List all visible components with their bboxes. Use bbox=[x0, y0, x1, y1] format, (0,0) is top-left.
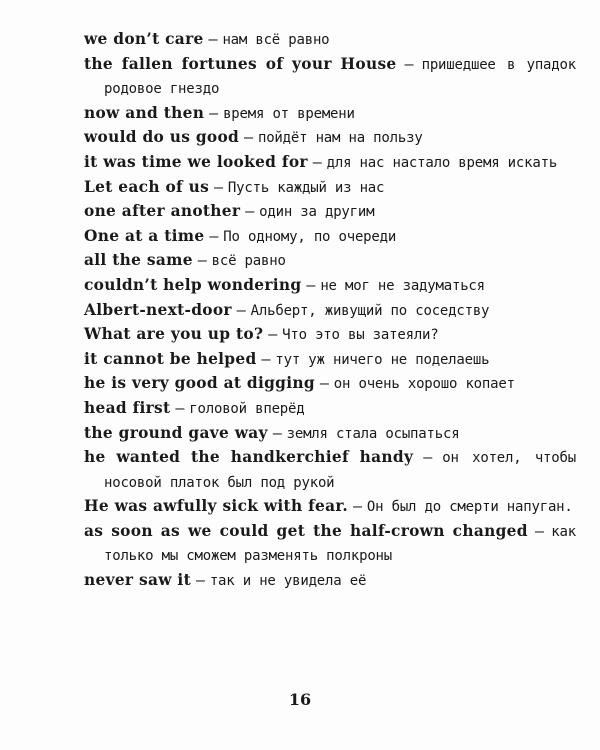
entry-term: all the same bbox=[84, 251, 193, 270]
entry-dash: — bbox=[423, 448, 433, 467]
entry-translation: всё равно bbox=[211, 253, 286, 270]
entry-dash: — bbox=[236, 300, 246, 319]
entry-term: it was time we looked for bbox=[84, 152, 308, 171]
entry-dash: — bbox=[268, 325, 278, 344]
glossary-entry bbox=[84, 200, 576, 225]
entry-term: never saw it bbox=[84, 571, 191, 590]
glossary-entry bbox=[84, 151, 576, 176]
entry-dash: — bbox=[195, 571, 205, 590]
glossary-entry bbox=[84, 397, 576, 422]
entry-translation: Что это вы затеяли? bbox=[282, 327, 439, 344]
glossary-entry bbox=[84, 299, 576, 324]
entry-dash: — bbox=[352, 497, 362, 516]
entry-translation: он очень хорошо копает bbox=[333, 376, 515, 393]
glossary-list bbox=[84, 28, 576, 594]
glossary-entry bbox=[84, 225, 576, 250]
entry-dash: — bbox=[306, 275, 316, 294]
entry-dash: — bbox=[244, 128, 254, 147]
glossary-entry bbox=[84, 520, 576, 569]
entry-translation: пойдёт нам на пользу bbox=[257, 130, 423, 147]
entry-translation: так и не увидела её bbox=[209, 573, 367, 590]
entry-term: one after another bbox=[84, 202, 241, 221]
glossary-entry bbox=[84, 126, 576, 151]
entry-dash: — bbox=[319, 374, 329, 393]
entry-dash: — bbox=[535, 521, 545, 540]
entry-term: the ground gave way bbox=[84, 423, 268, 442]
entry-term: now and then bbox=[84, 103, 205, 122]
entry-dash: — bbox=[209, 226, 219, 245]
entry-term: it cannot be helped bbox=[84, 349, 257, 368]
entry-translation: как только мы сможем разменять полкроны bbox=[104, 523, 576, 565]
entry-term: head first bbox=[84, 398, 171, 417]
entry-translation: Альберт, живущий по соседству bbox=[250, 302, 490, 319]
entry-term: One at a time bbox=[84, 226, 205, 245]
entry-dash: — bbox=[245, 202, 255, 221]
glossary-entry bbox=[84, 422, 576, 447]
entry-translation: он хотел, чтобы носовой платок был под рукой bbox=[104, 450, 576, 491]
entry-term: we don’t care bbox=[84, 30, 204, 48]
entry-dash: — bbox=[261, 349, 271, 368]
entry-translation: пришедшее в упадок родовое гнездо bbox=[104, 56, 576, 98]
entry-translation: нам всё равно bbox=[222, 32, 330, 48]
entry-translation: Пусть каждый из нас bbox=[227, 179, 385, 196]
entry-dash: — bbox=[208, 30, 218, 48]
glossary-entry bbox=[84, 495, 576, 520]
entry-dash: — bbox=[312, 152, 322, 171]
entry-term: Let each of us bbox=[84, 177, 210, 196]
entry-translation: для нас настало время искать bbox=[326, 154, 558, 171]
entry-translation: не мог не задуматься bbox=[320, 277, 485, 294]
glossary-entry bbox=[84, 372, 576, 397]
entry-translation: время от времени bbox=[223, 105, 355, 122]
glossary-entry bbox=[84, 176, 576, 201]
entry-term: He was awfully sick with fear. bbox=[84, 497, 349, 516]
glossary-entry bbox=[84, 569, 576, 594]
entry-dash: — bbox=[209, 103, 219, 122]
entry-translation: земля стала осыпаться bbox=[286, 425, 460, 442]
entry-term: would do us good bbox=[84, 128, 240, 147]
entry-dash: — bbox=[175, 398, 185, 417]
entry-dash: — bbox=[404, 54, 414, 73]
entry-term: What are you up to? bbox=[84, 325, 264, 344]
glossary-entry bbox=[84, 446, 576, 495]
glossary-entry bbox=[84, 274, 576, 299]
entry-translation: один за другим bbox=[259, 204, 375, 221]
entry-term: Albert-next-door bbox=[84, 300, 232, 319]
entry-translation: Он был до смерти напуган. bbox=[366, 499, 573, 516]
entry-translation: тут уж ничего не поделаешь bbox=[275, 351, 490, 368]
glossary-entry bbox=[84, 28, 576, 53]
glossary-entry bbox=[84, 348, 576, 373]
entry-term: couldn’t help wondering bbox=[84, 275, 302, 294]
entry-term: the fallen fortunes of your House bbox=[84, 54, 397, 73]
glossary-entry bbox=[84, 102, 576, 127]
glossary-entry bbox=[84, 323, 576, 348]
entry-dash: — bbox=[197, 251, 207, 270]
glossary-entry bbox=[84, 249, 576, 274]
entry-translation: По одному, по очереди bbox=[223, 228, 397, 245]
entry-term: he wanted the handkerchief handy bbox=[84, 448, 414, 467]
page-number: 16 bbox=[288, 690, 312, 709]
entry-term: he is very good at digging bbox=[84, 374, 315, 393]
entry-translation: головой вперёд bbox=[189, 400, 305, 417]
entry-term: as soon as we could get the half-crown changed bbox=[84, 521, 528, 540]
entry-dash: — bbox=[213, 177, 224, 196]
entry-dash: — bbox=[272, 423, 282, 442]
glossary-entry bbox=[84, 53, 576, 102]
